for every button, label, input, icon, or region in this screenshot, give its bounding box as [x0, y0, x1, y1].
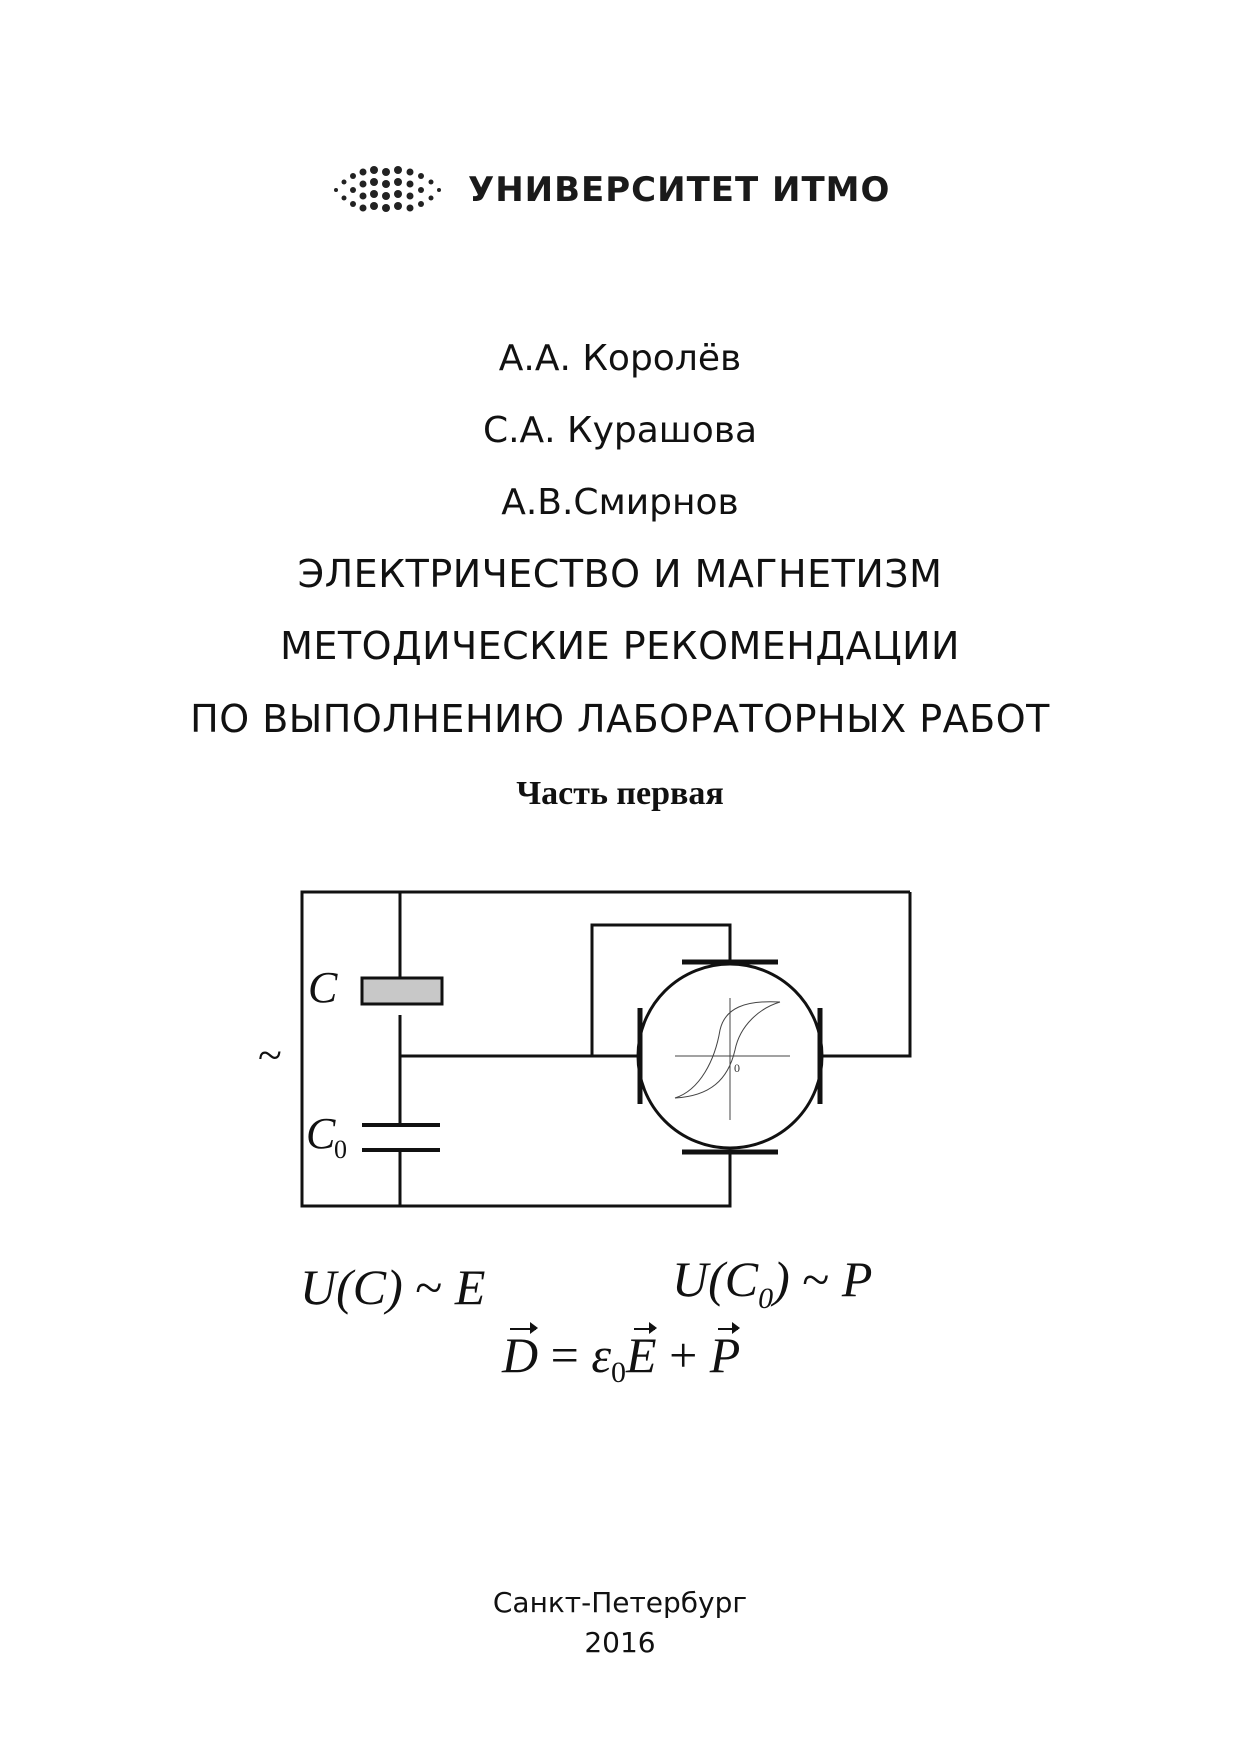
- author-2: С.А. Курашова: [482, 410, 758, 451]
- formula-voltage-c: U(C) ~ E: [300, 1259, 486, 1315]
- university-logo: [328, 160, 891, 220]
- vector-e: E: [626, 1327, 657, 1383]
- label-c: C: [308, 963, 338, 1012]
- ac-source-symbol: ~: [258, 1031, 282, 1080]
- formula-voltage-c0: $U(C_0)$ ~ P: [672, 1251, 873, 1315]
- author-1: А.А. Королёв: [498, 338, 742, 379]
- hysteresis-loop-lower: [675, 1002, 780, 1098]
- circuit-diagram: [258, 890, 930, 1240]
- title-line-3: ПО ВЫПОЛНЕНИЮ ЛАБОРАТОРНЫХ РАБОТ: [190, 697, 1050, 741]
- vector-p: P: [709, 1327, 741, 1383]
- author-3: А.В.Смирнов: [501, 482, 739, 523]
- itmo-dots-logo-icon: [328, 160, 458, 220]
- capacitor-c-sample: [362, 978, 442, 1004]
- wire-feedback-loop: [592, 925, 730, 1056]
- university-name: УНИВЕРСИТЕТ ИТМО: [468, 170, 891, 210]
- publication-city: Санкт-Петербург: [492, 1586, 748, 1619]
- part-label: Часть первая: [516, 775, 724, 812]
- origin-label: 0: [734, 1061, 740, 1075]
- wire-right-side: [835, 892, 910, 1056]
- label-c0-subscript: 0: [334, 1135, 347, 1164]
- wire-bottom: [400, 1152, 730, 1206]
- formula-displacement: $D = \varepsilon_0E + P$: [502, 1327, 741, 1389]
- wire-outer-left: [302, 892, 400, 1206]
- title-line-1: ЭЛЕКТРИЧЕСТВО И МАГНЕТИЗМ: [297, 552, 943, 596]
- title-line-2: МЕТОДИЧЕСКИЕ РЕКОМЕНДАЦИИ: [280, 624, 960, 668]
- vector-d: D: [502, 1327, 539, 1383]
- publication-year: 2016: [584, 1626, 656, 1659]
- hysteresis-loop-upper: [675, 1002, 780, 1098]
- label-c0: C: [306, 1109, 336, 1158]
